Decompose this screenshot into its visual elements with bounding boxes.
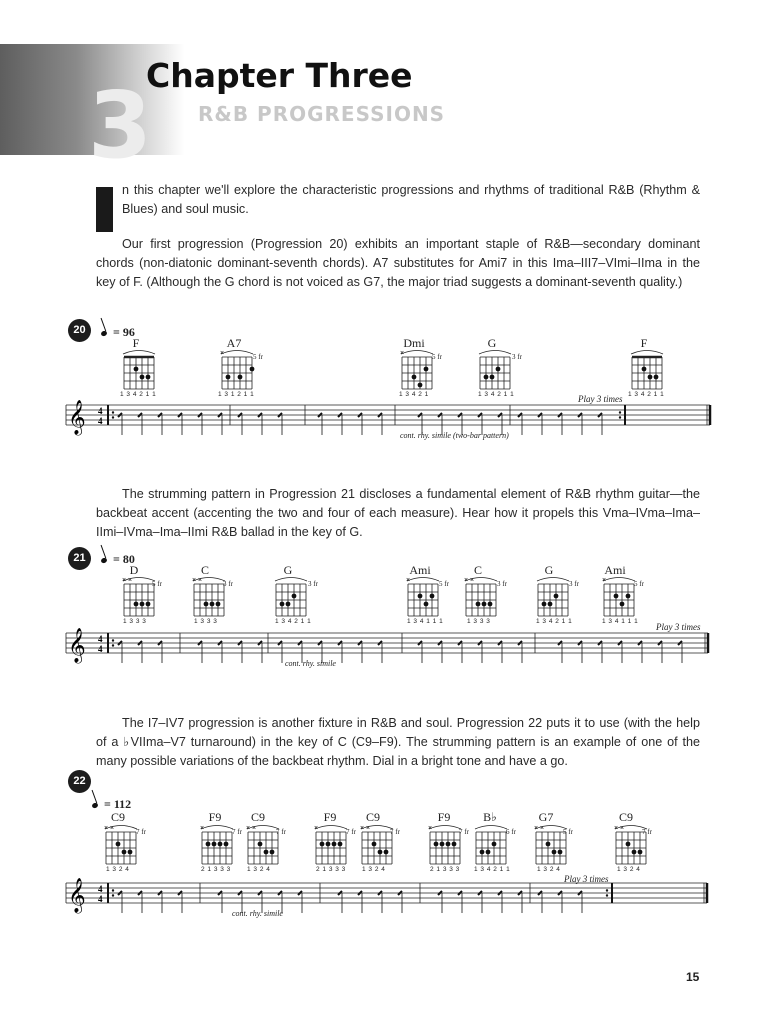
fret-position-label: 3 fr	[497, 580, 507, 588]
muted-string-mark: ×	[200, 825, 205, 832]
slash-notehead	[278, 891, 282, 895]
repeat-dot	[606, 894, 608, 896]
chord-name: Ami	[409, 563, 431, 577]
slash-notehead	[118, 413, 122, 417]
chord-fingering: 1 3 4 2 1	[399, 391, 429, 398]
chord-name: G	[487, 336, 497, 350]
progression-21-paragraph: The strumming pattern in Progression 21 discloses a fundamental element of R&B rhythm guitar—the backbeat accent (accenting the two and four of each measure). Hear how it propels this Vma–IVma–Ima–IImi–IVma–Ima–IImi R&B ballad in the key of G.	[96, 487, 700, 539]
example-number-badge: 21	[68, 547, 91, 570]
chord-fingering: 1 3 2 4	[537, 866, 561, 873]
fret-position-label: 7 fr	[459, 828, 469, 836]
chord-name: C	[200, 563, 209, 577]
page-number: 15	[686, 970, 700, 984]
chord-name: Dmi	[403, 336, 425, 350]
chord-name: D	[129, 563, 139, 577]
fret-position-label: 7 fr	[390, 828, 400, 836]
slash-notehead	[558, 413, 562, 417]
slash-notehead	[458, 891, 462, 895]
chord-name: F9	[208, 810, 222, 824]
chord-name: C9	[250, 810, 265, 824]
chord-fingering: 1 3 2 4	[362, 866, 386, 873]
slash-notehead	[378, 641, 382, 645]
muted-string-mark: ×	[110, 825, 115, 832]
chord-fingering: 1 3 3 3	[194, 618, 218, 625]
muted-string-mark: ×	[614, 825, 619, 832]
muted-string-mark: ×	[252, 825, 257, 832]
slash-notehead	[278, 413, 282, 417]
slash-notehead	[138, 413, 142, 417]
tempo-marking: = 96	[101, 325, 135, 340]
slash-notehead	[378, 413, 382, 417]
chord-fingering: 1 3 4 2 1 1	[474, 866, 511, 873]
slash-notehead	[358, 641, 362, 645]
fret-position-label: 7 fr	[232, 828, 242, 836]
repeat-dot	[619, 416, 621, 418]
chapter-number: 3	[88, 72, 151, 179]
fret-position-label: 7 fr	[642, 828, 652, 836]
music-staff	[66, 400, 710, 436]
slash-notehead	[438, 413, 442, 417]
slash-notehead	[598, 413, 602, 417]
repeat-instruction: Play 3 times	[578, 394, 623, 404]
example-number-badge: 22	[68, 770, 91, 793]
slash-notehead	[258, 641, 262, 645]
repeat-instruction: Play 3 times	[656, 622, 701, 632]
performance-note: cont. rhy. simile (two-bar pattern)	[400, 431, 509, 440]
chord-name: Ami	[604, 563, 626, 577]
chord-name: F9	[437, 810, 451, 824]
fret-position-label: 3 fr	[569, 580, 579, 588]
chord-name: C9	[618, 810, 633, 824]
tempo-marking: = 80	[101, 552, 135, 567]
slash-notehead	[138, 891, 142, 895]
muted-string-mark: ×	[220, 350, 225, 357]
music-staff	[66, 628, 708, 664]
slash-notehead	[358, 413, 362, 417]
slash-notehead	[678, 641, 682, 645]
slash-notehead	[318, 413, 322, 417]
slash-notehead	[198, 641, 202, 645]
chord-fingering: 1 3 4 2 1 1	[275, 618, 312, 625]
muted-string-mark: ×	[620, 825, 625, 832]
chord-fingering: 1 3 4 1 1 1	[407, 618, 444, 625]
fret-position-label: 7 fr	[346, 828, 356, 836]
time-signature-bottom: 4	[98, 416, 103, 426]
repeat-instruction: Play 3 times	[564, 874, 609, 884]
slash-notehead	[218, 641, 222, 645]
slash-notehead	[438, 891, 442, 895]
chord-name: F9	[323, 810, 337, 824]
fret-position-label: 7 fr	[136, 828, 146, 836]
slash-notehead	[358, 891, 362, 895]
slash-notehead	[458, 641, 462, 645]
slash-notehead	[538, 891, 542, 895]
slash-notehead	[278, 641, 282, 645]
fret-position-label: 5 fr	[152, 580, 162, 588]
performance-note: cont. rhy. simile	[285, 659, 336, 668]
slash-notehead	[198, 413, 202, 417]
slash-notehead	[158, 413, 162, 417]
slash-notehead	[118, 641, 122, 645]
fret-position-label: 3 fr	[223, 580, 233, 588]
slash-notehead	[178, 891, 182, 895]
repeat-dot	[112, 416, 114, 418]
slash-notehead	[338, 641, 342, 645]
slash-notehead	[578, 413, 582, 417]
slash-notehead	[238, 413, 242, 417]
repeat-dot	[619, 411, 621, 413]
muted-string-mark: ×	[464, 577, 469, 584]
slash-notehead	[518, 413, 522, 417]
chord-name: G7	[538, 810, 554, 824]
chord-fingering: 1 3 2 4	[617, 866, 641, 873]
progression-20-paragraph: Our first progression (Progression 20) exhibits an important staple of R&B—secondary dominant chords (non-diatonic dominant-seventh chords). A7 substitutes for Ami7 in this Ima–III7–VImi–IIma in the key of F. (Although the G chord is not voiced as G7, the major triad suggests a dominant-seventh quality.)	[96, 237, 700, 289]
slash-notehead	[218, 891, 222, 895]
slash-notehead	[518, 641, 522, 645]
muted-string-mark: ×	[400, 350, 405, 357]
slash-notehead	[238, 891, 242, 895]
slash-notehead	[418, 413, 422, 417]
intro-paragraph: n this chapter we'll explore the characteristic progressions and rhythms of traditional R&B (Rhythm & Blues) and soul music.	[122, 183, 700, 216]
repeat-dot	[606, 889, 608, 891]
muted-string-mark: ×	[360, 825, 365, 832]
chord-name: G	[544, 563, 554, 577]
time-signature-top: 4	[98, 884, 103, 894]
chord-fingering: 1 3 1 2 1 1	[218, 391, 255, 398]
time-signature-bottom: 4	[98, 644, 103, 654]
progression-22-paragraph: The I7–IV7 progression is another fixture in R&B and soul. Progression 22 puts it to use (with the help of a ♭VIIma–V7 turnaround) in the key of C (C9–F9). The strumming pattern is an example of one of the many possible variations of the backbeat rhythm. Dial in a bright tone and have a go.	[96, 716, 700, 768]
slash-notehead	[498, 641, 502, 645]
slash-notehead	[418, 641, 422, 645]
slash-notehead	[218, 413, 222, 417]
muted-string-mark: ×	[104, 825, 109, 832]
slash-notehead	[558, 641, 562, 645]
chord-fingering: 1 3 4 2 1 1	[478, 391, 515, 398]
slash-notehead	[438, 641, 442, 645]
fret-position-label: 5 fr	[563, 828, 573, 836]
slash-notehead	[398, 891, 402, 895]
slash-notehead	[518, 891, 522, 895]
muted-string-mark: ×	[406, 577, 411, 584]
slash-notehead	[478, 891, 482, 895]
music-staff	[66, 878, 707, 914]
time-signature-top: 4	[98, 634, 103, 644]
slash-notehead	[578, 891, 582, 895]
repeat-dot	[112, 894, 114, 896]
slash-notehead	[658, 641, 662, 645]
chord-fingering: 1 3 3 3	[123, 618, 147, 625]
chord-fingering: 1 3 4 2 1 1	[120, 391, 157, 398]
repeat-dot	[112, 411, 114, 413]
chord-name: C	[473, 563, 482, 577]
fret-position-label: 5 fr	[253, 353, 263, 361]
chord-name: C9	[365, 810, 380, 824]
muted-string-mark: ×	[192, 577, 197, 584]
chord-fingering: 1 3 2 4	[247, 866, 271, 873]
repeat-dot	[112, 889, 114, 891]
treble-clef-icon: 𝄞	[68, 628, 86, 663]
example-number-badge: 20	[68, 319, 91, 342]
muted-string-mark: ×	[128, 577, 133, 584]
treble-clef-icon: 𝄞	[68, 400, 86, 435]
fret-position-label: 5 fr	[634, 580, 644, 588]
performance-note: cont. rhy. simile	[232, 909, 283, 918]
chord-name: F	[640, 336, 648, 350]
muted-string-mark: ×	[314, 825, 319, 832]
chapter-subtitle: R&B PROGRESSIONS	[198, 102, 446, 126]
slash-notehead	[638, 641, 642, 645]
chord-fingering: 1 3 3 3	[467, 618, 491, 625]
muted-string-mark: ×	[470, 577, 475, 584]
fret-position-label: 6 fr	[506, 828, 516, 836]
chord-name: A7	[226, 336, 242, 350]
slash-notehead	[318, 641, 322, 645]
chord-fingering: 2 1 3 3 3	[316, 866, 346, 873]
slash-notehead	[598, 641, 602, 645]
fret-position-label: 5 fr	[439, 580, 449, 588]
chord-name: F	[132, 336, 140, 350]
slash-notehead	[338, 413, 342, 417]
muted-string-mark: ×	[122, 577, 127, 584]
chord-fingering: 1 3 4 2 1 1	[628, 391, 665, 398]
fret-position-label: 3 fr	[308, 580, 318, 588]
muted-string-mark: ×	[366, 825, 371, 832]
slash-notehead	[538, 413, 542, 417]
slash-notehead	[478, 641, 482, 645]
muted-string-mark: ×	[534, 825, 539, 832]
slash-notehead	[558, 891, 562, 895]
time-signature-bottom: 4	[98, 894, 103, 904]
chord-fingering: 2 1 3 3 3	[201, 866, 231, 873]
slash-notehead	[158, 641, 162, 645]
chord-fingering: 1 3 4 2 1 1	[536, 618, 573, 625]
slash-notehead	[498, 891, 502, 895]
slash-notehead	[158, 891, 162, 895]
slash-notehead	[258, 413, 262, 417]
fret-position-label: 5 fr	[432, 353, 442, 361]
muted-string-mark: ×	[602, 577, 607, 584]
chord-name: G	[283, 563, 293, 577]
slash-notehead	[258, 891, 262, 895]
treble-clef-icon: 𝄞	[68, 878, 86, 913]
repeat-dot	[112, 644, 114, 646]
chord-name: B♭	[483, 810, 497, 824]
fret-position-label: 7 fr	[276, 828, 286, 836]
slash-notehead	[478, 413, 482, 417]
fret-position-label: 3 fr	[512, 353, 522, 361]
slash-notehead	[578, 641, 582, 645]
slash-notehead	[498, 413, 502, 417]
time-signature-top: 4	[98, 406, 103, 416]
slash-notehead	[458, 413, 462, 417]
slash-notehead	[378, 891, 382, 895]
chord-fingering: 2 1 3 3 3	[430, 866, 460, 873]
slash-notehead	[118, 891, 122, 895]
muted-string-mark: ×	[428, 825, 433, 832]
chord-name: C9	[110, 810, 125, 824]
slash-notehead	[298, 641, 302, 645]
chapter-title: Chapter Three	[146, 56, 413, 95]
muted-string-mark: ×	[198, 577, 203, 584]
muted-string-mark: ×	[540, 825, 545, 832]
slash-notehead	[178, 413, 182, 417]
tempo-marking: = 112	[92, 797, 131, 812]
chord-fingering: 1 3 2 4	[106, 866, 130, 873]
chord-fingering: 1 3 4 1 1 1	[602, 618, 639, 625]
muted-string-mark: ×	[246, 825, 251, 832]
slash-notehead	[298, 891, 302, 895]
slash-notehead	[238, 641, 242, 645]
slash-notehead	[618, 641, 622, 645]
repeat-dot	[112, 639, 114, 641]
slash-notehead	[338, 891, 342, 895]
slash-notehead	[138, 641, 142, 645]
